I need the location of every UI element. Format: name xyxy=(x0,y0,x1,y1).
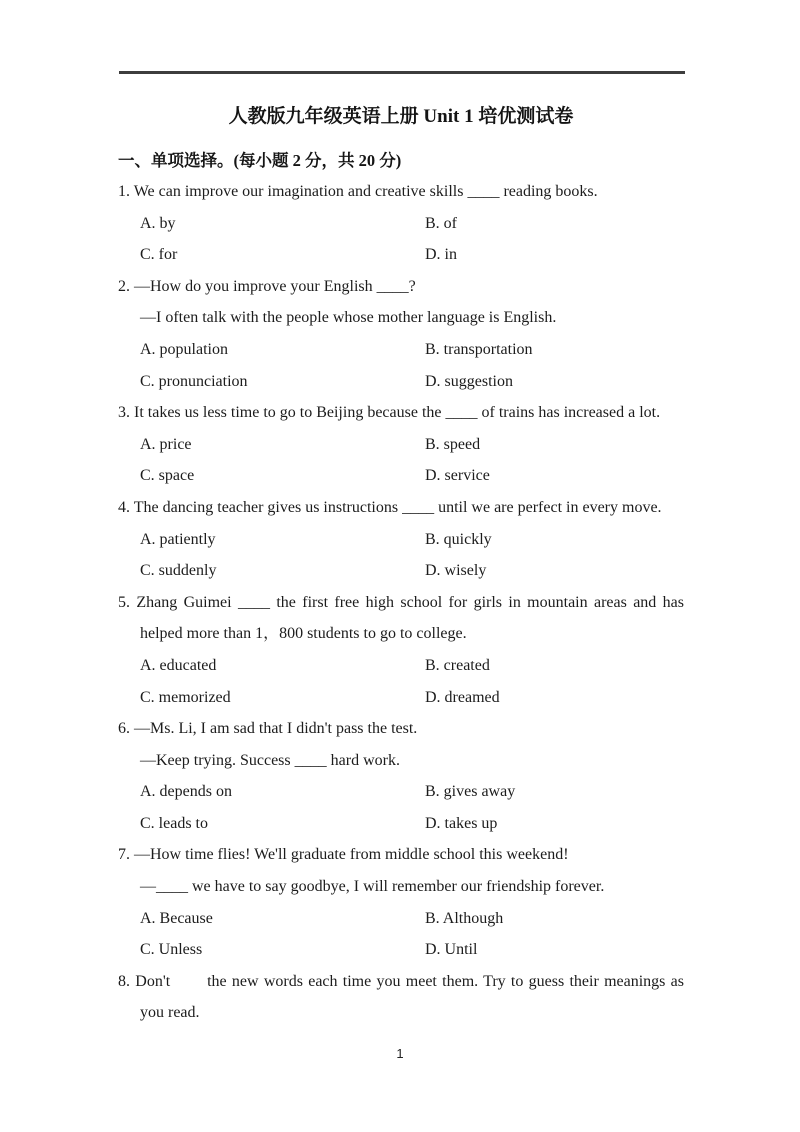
option-a: A. patiently xyxy=(140,530,216,548)
question-4 xyxy=(118,492,684,587)
page-content xyxy=(118,96,684,1029)
question-text xyxy=(118,176,684,208)
options-row xyxy=(118,366,684,398)
question-stem: Zhang Guimei ____ the first free high school for girls in mountain areas and has helped more than 1，800 students to go to college. xyxy=(136,593,685,643)
options-row xyxy=(118,808,684,840)
question-number: 8. xyxy=(118,972,130,990)
question-3 xyxy=(118,397,684,492)
options-row xyxy=(118,555,684,587)
question-2 xyxy=(118,271,684,397)
question-text: —I often talk with the people whose mother language is English. xyxy=(140,309,557,327)
option-b: B. transportation xyxy=(425,340,533,358)
option-c: C. leads to xyxy=(140,814,208,832)
option-c: C. Unless xyxy=(140,941,203,959)
option-c: C. memorized xyxy=(140,688,231,706)
question-text: —____ we have to say goodbye, I will remember our friendship forever. xyxy=(140,878,605,896)
option-d: D. Until xyxy=(425,941,478,959)
question-text: —Keep trying. Success ____ hard work. xyxy=(140,751,400,769)
question-text xyxy=(118,271,684,303)
option-a: A. population xyxy=(140,340,228,358)
question-stem: —How time flies! We'll graduate from middle school this weekend! xyxy=(134,846,569,864)
option-b: B. gives away xyxy=(425,783,516,801)
options-row xyxy=(118,903,684,935)
question-number: 1. xyxy=(118,183,130,200)
option-d: D. takes up xyxy=(425,814,498,832)
option-d: D. suggestion xyxy=(425,372,513,390)
options-row xyxy=(118,208,684,240)
options-row xyxy=(118,429,684,461)
question-text xyxy=(118,839,684,871)
question-1 xyxy=(118,176,684,271)
question-stem: —How do you improve your English ____? xyxy=(134,277,416,295)
options-row xyxy=(118,776,684,808)
option-a: A. depends on xyxy=(140,783,232,801)
question-text xyxy=(118,713,684,745)
option-d: D. in xyxy=(425,246,457,264)
question-5 xyxy=(118,587,684,713)
option-c: C. pronunciation xyxy=(140,372,248,390)
option-a: A. educated xyxy=(140,656,217,674)
options-row xyxy=(118,460,684,492)
question-stem: We can improve our imagination and creative skills ____ reading books. xyxy=(133,183,598,200)
page-title: 人教版九年级英语上册 Unit 1 培优测试卷 xyxy=(228,106,574,127)
options-row xyxy=(118,934,684,966)
option-a: A. Because xyxy=(140,909,213,927)
option-b: B. speed xyxy=(425,435,481,453)
question-number: 6. xyxy=(118,720,130,738)
option-c: C. space xyxy=(140,467,195,485)
option-c: C. for xyxy=(140,246,178,264)
question-number: 7. xyxy=(118,846,130,864)
question-8 xyxy=(118,966,684,1029)
header-rule xyxy=(119,71,685,74)
options-row xyxy=(118,650,684,682)
question-number: 5. xyxy=(118,593,130,611)
question-text xyxy=(118,966,684,1029)
options-row xyxy=(118,239,684,271)
option-d: D. service xyxy=(425,467,490,485)
options-row xyxy=(118,334,684,366)
question-stem: Don't the new words each time you meet them. Try to guess their meanings as you read. xyxy=(135,972,684,1022)
option-b: B. Although xyxy=(425,909,504,927)
page-number: 1 xyxy=(396,1046,404,1061)
option-b: B. created xyxy=(425,656,490,674)
question-stem: —Ms. Li, I am sad that I didn't pass the test. xyxy=(134,720,418,738)
option-a: A. price xyxy=(140,435,192,453)
option-d: D. wisely xyxy=(425,562,487,580)
question-7 xyxy=(118,839,684,965)
question-stem: The dancing teacher gives us instructions ____ until we are perfect in every move. xyxy=(133,498,662,516)
question-number: 3. xyxy=(118,404,130,422)
option-a: A. by xyxy=(140,214,176,232)
question-text xyxy=(118,397,684,429)
question-number: 4. xyxy=(118,498,130,516)
question-6 xyxy=(118,713,684,839)
question-stem: It takes us less time to go to Beijing because the ____ of trains has increased a lot. xyxy=(134,404,661,422)
option-b: B. of xyxy=(425,214,457,232)
options-row xyxy=(118,524,684,556)
question-text xyxy=(118,587,684,650)
option-c: C. suddenly xyxy=(140,562,217,580)
option-d: D. dreamed xyxy=(425,688,500,706)
options-row xyxy=(118,682,684,714)
section-heading: 一、单项选择。(每小题 2 分，共 20 分) xyxy=(118,151,402,170)
question-number: 2. xyxy=(118,277,130,295)
question-text xyxy=(118,492,684,524)
option-b: B. quickly xyxy=(425,530,492,548)
